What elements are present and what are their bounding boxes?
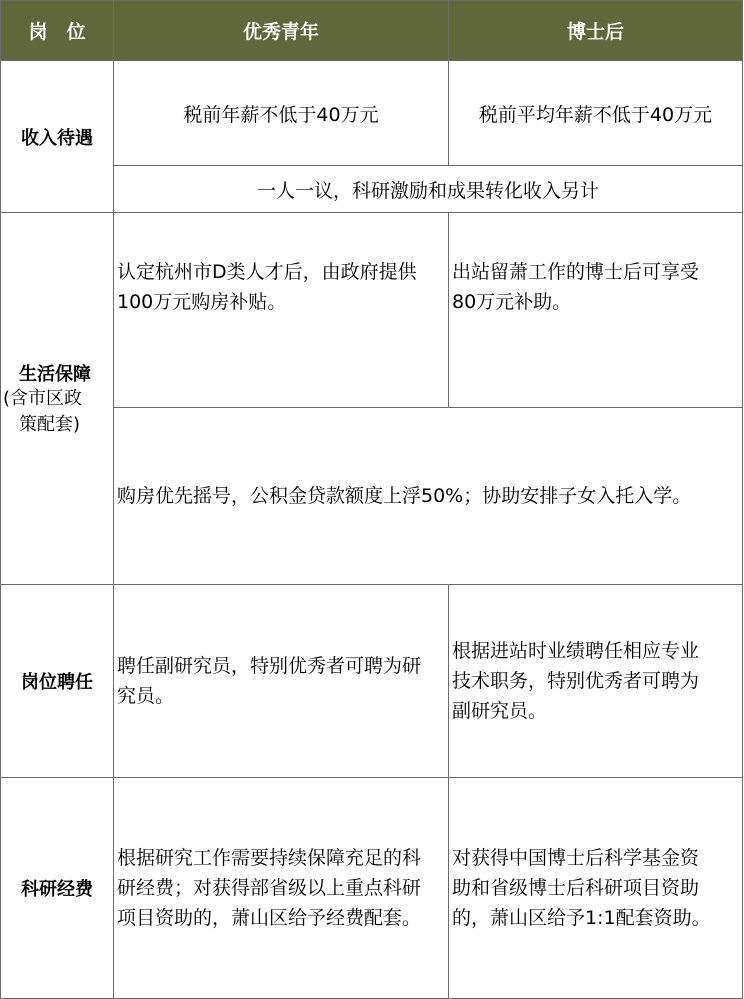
funding-postdoc-line1: 对获得中国博士后科学基金资: [452, 847, 700, 869]
funding-youth-line3: 项目资助的，萧山区给予经费配套。: [117, 907, 422, 929]
funding-youth: [114, 778, 449, 999]
post-postdoc-line1: 根据进站时业绩聘任相应专业: [452, 640, 700, 662]
funding-youth-line1: 根据研究工作需要持续保障充足的科: [117, 847, 422, 869]
living-youth: [114, 213, 449, 408]
funding-youth-line2: 研经费；对获得部省级以上重点科研: [117, 877, 422, 899]
living-postdoc-line2: 80万元补助。: [452, 291, 572, 313]
living-label: 生活保障: [19, 363, 91, 385]
post-youth-line2: 究员。: [117, 685, 175, 707]
funding-postdoc: [449, 778, 743, 999]
header-postdoc: 博士后: [449, 1, 743, 61]
income-row: [1, 61, 743, 166]
income-label: 收入待遇: [1, 61, 114, 213]
living-sublabel-2: 策配套): [19, 413, 81, 435]
post-row: [1, 585, 743, 778]
living-postdoc: [449, 213, 743, 408]
post-youth-line1: 聘任副研究员，特别优秀者可聘为研: [117, 655, 422, 677]
living-row: [1, 213, 743, 408]
post-postdoc: [449, 585, 743, 778]
post-label: 岗位聘任: [1, 585, 114, 778]
living-postdoc-line1: 出站留萧工作的博士后可享受: [452, 261, 700, 283]
income-youth: 税前年薪不低于40万元: [114, 61, 449, 166]
living-shared: 购房优先摇号，公积金贷款额度上浮50%；协助安排子女入托入学。: [114, 408, 743, 585]
post-youth: [114, 585, 449, 778]
income-postdoc: 税前平均年薪不低于40万元: [449, 61, 743, 166]
funding-postdoc-line2: 助和省级博士后科研项目资助: [452, 877, 700, 899]
living-youth-line1: 认定杭州市D类人才后，由政府提供: [117, 261, 417, 283]
funding-row: [1, 778, 743, 999]
funding-postdoc-line3: 的，萧山区给予1:1配套资助。: [452, 907, 711, 929]
post-postdoc-line2: 技术职务，特别优秀者可聘为: [452, 670, 700, 692]
funding-label: 科研经费: [1, 778, 114, 999]
post-postdoc-line3: 副研究员。: [452, 700, 548, 722]
header-position: 岗 位: [1, 1, 114, 61]
header-row: [1, 1, 743, 61]
income-shared: 一人一议，科研激励和成果转化收入另计: [114, 166, 743, 213]
living-sublabel-1: (含市区政: [3, 387, 83, 409]
living-label-cell: [1, 213, 114, 585]
header-outstanding-youth: 优秀青年: [114, 1, 449, 61]
living-youth-line2: 100万元购房补贴。: [117, 291, 287, 313]
